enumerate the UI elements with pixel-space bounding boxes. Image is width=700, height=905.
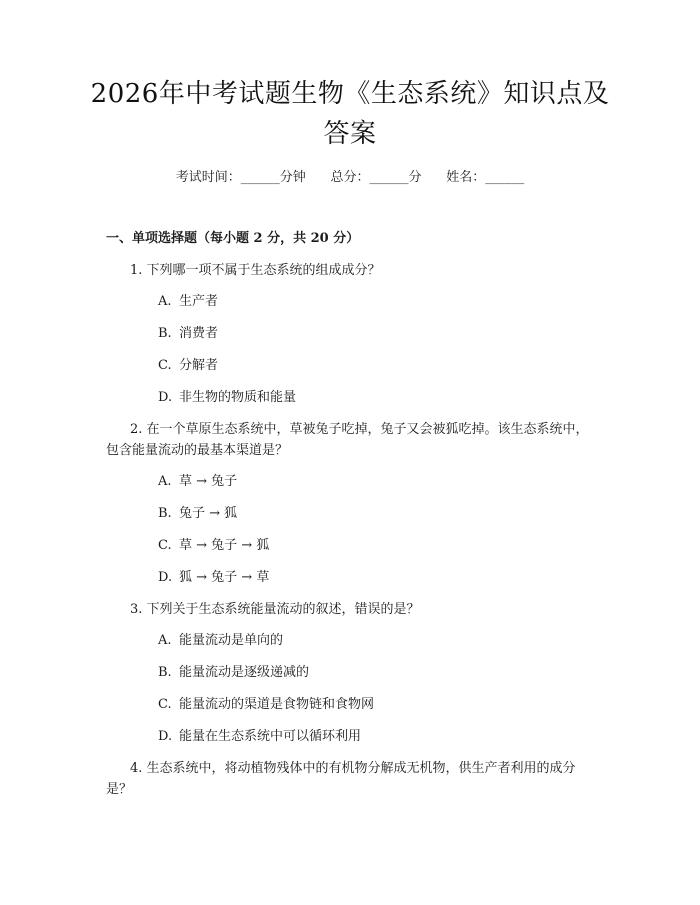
option-text: 狐 → 兔子 → 草 (179, 570, 270, 585)
q1-option-d (158, 388, 296, 408)
option-text: 能量在生态系统中可以循环利用 (179, 729, 362, 744)
option-letter: B. (158, 506, 172, 521)
option-letter: A. (158, 294, 172, 309)
option-letter: B. (158, 665, 172, 680)
question-4: 4. 生态系统中，将动植物残体中的有机物分解成无机物，供生产者利用的成分是？ (106, 761, 576, 797)
option-text: 能量流动是逐级递减的 (179, 665, 310, 680)
option-letter: A. (158, 633, 172, 648)
option-letter: C. (158, 697, 172, 712)
title-line-2: 答案 (323, 119, 377, 149)
q3-option-d (158, 727, 361, 747)
option-letter: D. (158, 729, 173, 744)
option-text: 兔子 → 狐 (179, 506, 238, 521)
section-title: 一、单项选择题（每小题 2 分，共 20 分） (106, 231, 360, 246)
q2-option-c (158, 536, 269, 556)
q3-option-a (158, 631, 283, 651)
q2-option-d (158, 568, 269, 588)
document-title (80, 74, 620, 154)
option-text: 能量流动的渠道是食物链和食物网 (179, 697, 375, 712)
option-text: 草 → 兔子 (179, 474, 238, 489)
exam-info-line: 考试时间：______分钟 总分：______分 姓名：______ (175, 170, 525, 185)
option-letter: C. (158, 538, 172, 553)
q3-option-b (158, 663, 309, 683)
question-2: 2. 在一个草原生态系统中，草被兔子吃掉，兔子又会被狐吃掉。该生态系统中，包含能量流动的最基本渠道是？ (106, 422, 589, 458)
option-letter: D. (158, 570, 173, 585)
option-letter: A. (158, 474, 172, 489)
option-text: 草 → 兔子 → 狐 (179, 538, 270, 553)
option-text: 能量流动是单向的 (179, 633, 284, 648)
option-letter: B. (158, 326, 172, 341)
question-1: 1. 下列哪一项不属于生态系统的组成成分？ (130, 263, 381, 278)
q1-option-c (158, 356, 218, 376)
q1-option-a (158, 292, 218, 312)
q1-option-b (158, 324, 218, 344)
q2-option-b (158, 504, 237, 524)
q3-option-c (158, 695, 374, 715)
option-text: 非生物的物质和能量 (179, 390, 297, 405)
option-text: 生产者 (179, 294, 219, 309)
option-letter: C. (158, 358, 172, 373)
option-letter: D. (158, 390, 173, 405)
option-text: 消费者 (179, 326, 219, 341)
question-3: 3. 下列关于生态系统能量流动的叙述，错误的是？ (130, 602, 420, 617)
q2-option-a (158, 472, 237, 492)
option-text: 分解者 (179, 358, 219, 373)
title-line-1: 2026年中考试题生物《生态系统》知识点及 (90, 79, 610, 109)
